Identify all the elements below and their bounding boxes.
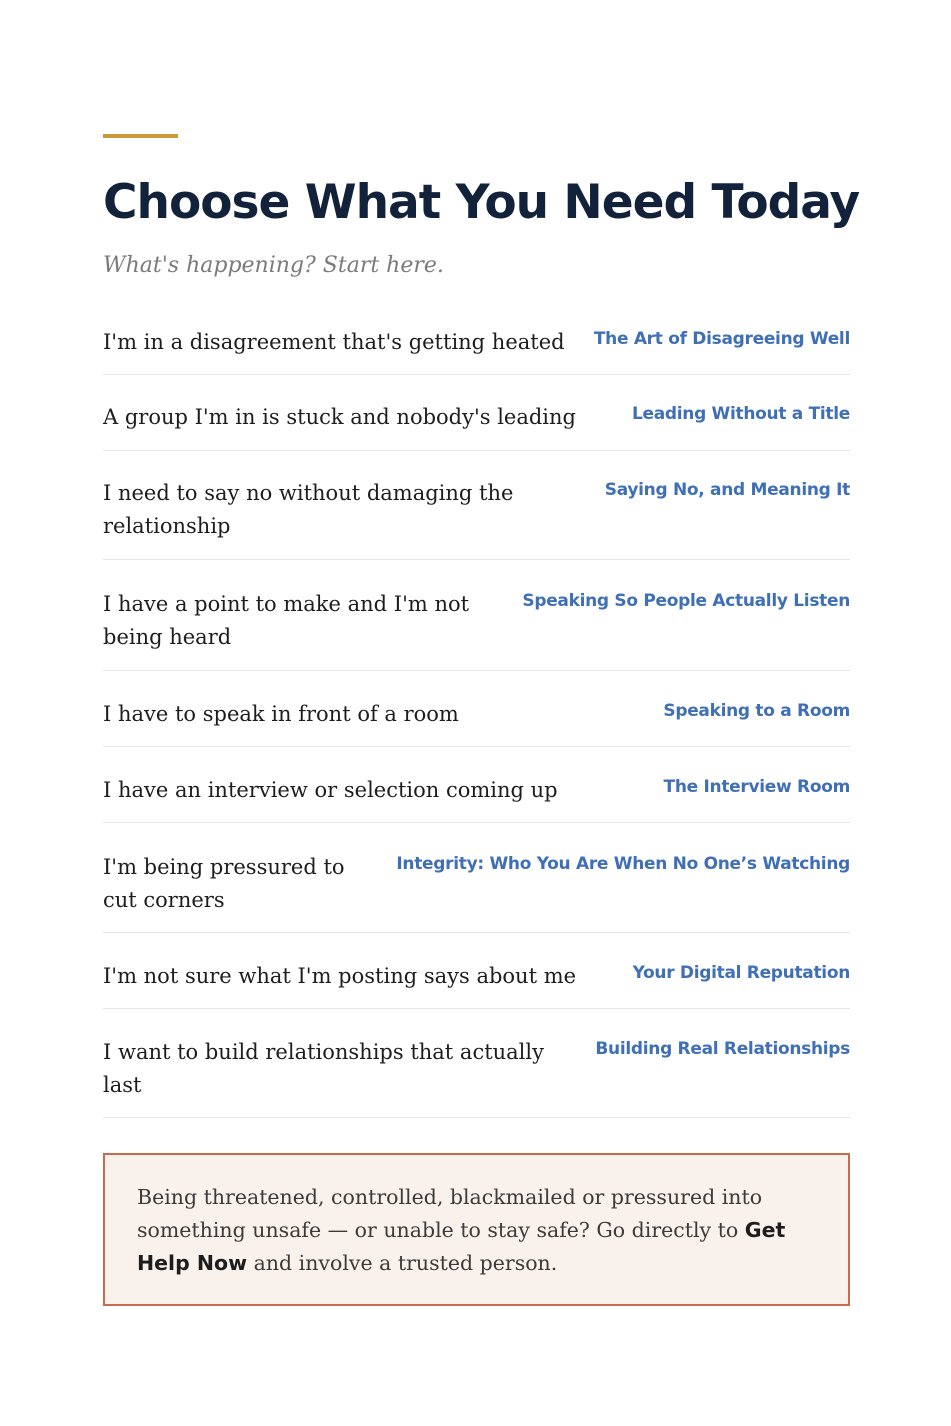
list-item-group-stuck <box>103 375 850 451</box>
list-item-say-no <box>103 451 850 560</box>
safety-alert-box <box>103 1153 850 1306</box>
need-text: I have a point to make and I'm not being heard <box>103 592 470 649</box>
list-item-disagreement <box>103 314 850 375</box>
needs-list <box>103 314 850 1118</box>
need-text: I have to speak in front of a room <box>103 702 459 726</box>
need-text: A group I'm in is stuck and nobody's leading <box>103 405 576 429</box>
need-text: I'm being pressured to cut corners <box>103 855 345 912</box>
list-item-speak-room <box>103 671 850 747</box>
page-title: Choose What You Need Today <box>103 175 860 230</box>
need-text: I need to say no without damaging the relationship <box>103 481 514 538</box>
topic-link-real-relationships[interactable]: Building Real Relationships <box>595 1039 850 1059</box>
list-item-relationships <box>103 1009 850 1118</box>
topic-link-saying-no[interactable]: Saying No, and Meaning It <box>604 480 850 500</box>
topic-link-speaking-room[interactable]: Speaking to a Room <box>663 701 850 721</box>
need-text: I'm not sure what I'm posting says about me <box>103 964 577 988</box>
accent-bar <box>103 134 178 138</box>
need-text: I have an interview or selection coming up <box>103 778 558 802</box>
topic-link-leading-without-title[interactable]: Leading Without a Title <box>631 404 850 424</box>
get-help-now-link[interactable]: Get Help Now <box>137 1218 786 1275</box>
alert-text-after: and involve a trusted person. <box>247 1251 558 1275</box>
page-subtitle: What's happening? Start here. <box>103 253 444 278</box>
list-item-not-heard <box>103 560 850 671</box>
topic-link-integrity[interactable]: Integrity: Who You Are When No One’s Watching <box>396 854 850 874</box>
topic-link-speaking-listen[interactable]: Speaking So People Actually Listen <box>522 591 850 611</box>
list-item-posting <box>103 933 850 1009</box>
topic-link-interview-room[interactable]: The Interview Room <box>663 777 850 797</box>
need-text: I'm in a disagreement that's getting heated <box>103 330 565 354</box>
topic-link-digital-reputation[interactable]: Your Digital Reputation <box>632 963 850 983</box>
topic-link-disagreeing-well[interactable]: The Art of Disagreeing Well <box>593 329 850 349</box>
list-item-cut-corners <box>103 823 850 933</box>
alert-text-before: Being threatened, controlled, blackmailed or pressured into something unsafe — or unable to stay safe? Go directly to <box>137 1185 763 1242</box>
list-item-interview <box>103 747 850 823</box>
need-text: I want to build relationships that actually last <box>103 1040 544 1097</box>
